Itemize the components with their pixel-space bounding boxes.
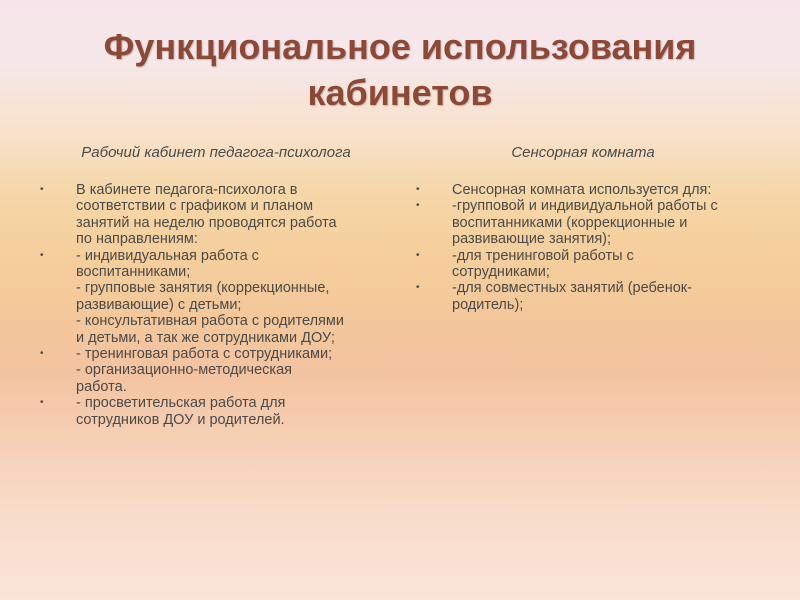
bullet-icon: • [416,282,420,294]
list-item-text-line: - просветительская работа для [76,395,286,412]
slide-title [0,24,800,116]
bullet-icon: • [40,184,44,195]
slide-title-line: Функциональное использования [103,26,697,67]
list-item-text-line: воспитанниками; [76,264,191,281]
list-item-text-line: сотрудниками; [452,264,550,281]
list-item-text-line: -для совместных занятий (ребенок- [452,280,692,297]
bullet-icon: • [416,184,420,195]
list-item-text-line: развивающие занятия); [452,231,612,248]
list-item [412,198,762,247]
list-item-text-line: - организационно-методическая [76,362,292,379]
left-column-list [36,182,396,428]
list-item-text-line: развивающие) с детьми; [76,296,242,313]
list-item-text-line: воспитанниками (коррекционные и [452,214,688,231]
bullet-icon: • [416,249,420,261]
right-column-list [412,182,762,313]
list-item-text-line: -групповой и индивидуальной работы с [452,198,718,215]
list-item [412,248,762,281]
list-item-text-line: - тренинговая работа с сотрудниками; [76,346,333,363]
bullet-icon: • [40,249,44,261]
list-item-text-line: занятий на неделю проводятся работа [76,214,337,231]
list-item-text-line: и детьми, а так же сотрудниками ДОУ; [76,329,335,346]
list-item [36,248,396,346]
bullet-icon: • [416,200,420,212]
list-item [412,182,762,198]
list-item [36,346,396,395]
list-item-text-line: - консультативная работа с родителями [76,313,344,330]
list-item [412,280,762,313]
list-item-text-line: работа. [76,378,127,395]
slide-title-line: кабинетов [307,72,493,113]
list-item-text-line: родитель); [452,296,524,313]
list-item [36,395,396,428]
list-item [36,182,396,248]
bullet-icon: • [40,397,44,409]
list-item-text-line: по направлениям: [76,231,198,248]
list-item-text-line: сотрудников ДОУ и родителей. [76,411,285,428]
list-item-text-line: - индивидуальная работа с [76,247,259,264]
bullet-icon: • [40,348,44,360]
list-item-text-line: - групповые занятия (коррекционные, [76,280,330,297]
list-item-text-line: -для тренинговой работы с [452,247,634,264]
left-column-header: Рабочий кабинет педагога-психолога [81,144,351,161]
list-item-text-line: соответствии с графиком и планом [76,198,314,215]
list-item-text-line: Сенсорная комната используется для: [452,182,712,198]
list-item-text-line: В кабинете педагога-психолога в [76,182,298,198]
right-column-header: Сенсорная комната [511,144,655,161]
